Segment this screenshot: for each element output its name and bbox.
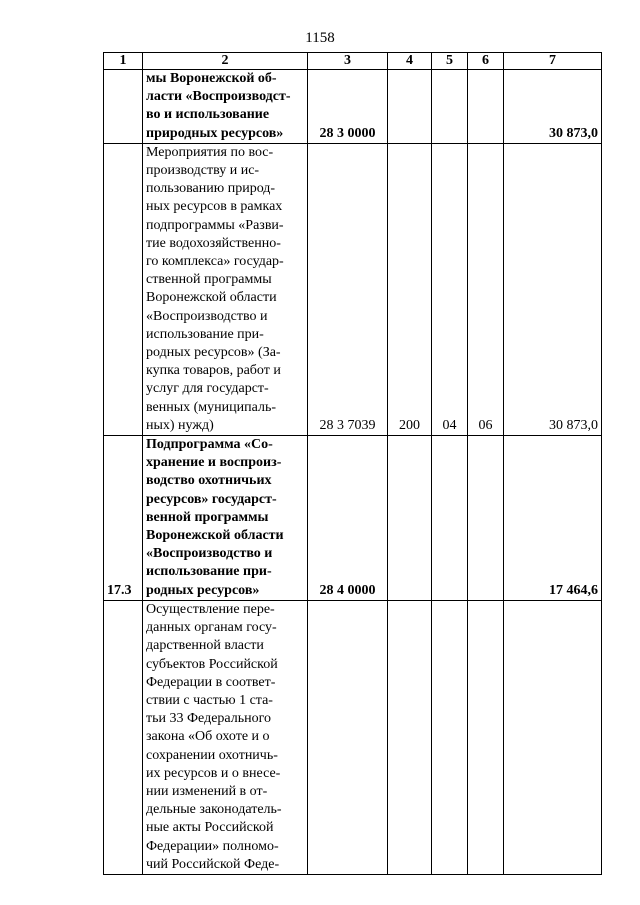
col4-cell xyxy=(388,600,432,874)
page-number: 1158 xyxy=(305,30,335,46)
col6-cell xyxy=(468,436,504,601)
description-line: Подпрограмма «Со- xyxy=(146,437,273,453)
header-cell: 5 xyxy=(432,53,468,70)
table-row xyxy=(104,436,602,601)
code-cell: 28 4 0000 xyxy=(308,436,388,601)
description-line: ласти «Воспроизводст- xyxy=(146,89,291,105)
description-cell xyxy=(143,436,308,601)
description-line: родных ресурсов» (За- xyxy=(146,345,281,361)
description-line: купка товаров, работ и xyxy=(146,363,281,379)
col5-cell xyxy=(432,436,468,601)
table-row xyxy=(104,143,602,435)
description-line: закона «Об охоте и о xyxy=(146,729,270,745)
description-line: субъектов Российской xyxy=(146,656,278,672)
description-line: Воронежской области xyxy=(146,528,284,544)
description-line: чий Российской Феде- xyxy=(146,856,280,872)
description-cell xyxy=(143,70,308,144)
header-cell: 1 xyxy=(104,53,143,70)
description-line: тьи 33 Федерального xyxy=(146,711,272,727)
description-line: использование при- xyxy=(146,326,264,342)
description-line: Мероприятия по вос- xyxy=(146,144,274,160)
col4-cell: 200 xyxy=(388,143,432,435)
header-cell: 2 xyxy=(143,53,308,70)
table-row xyxy=(104,70,602,144)
amount-cell: 30 873,0 xyxy=(504,143,602,435)
code-cell: 28 3 7039 xyxy=(308,143,388,435)
description-line: хранение и воспроиз- xyxy=(146,455,282,471)
col4-cell xyxy=(388,436,432,601)
col6-cell xyxy=(468,70,504,144)
description-line: «Воспроизводство и xyxy=(146,546,273,562)
table-row xyxy=(104,600,602,874)
description-line: «Воспроизводство и xyxy=(146,308,268,324)
description-line: венных (муниципаль- xyxy=(146,399,276,415)
description-line: ственной программы xyxy=(146,272,272,288)
description-line: Федерации» полномо- xyxy=(146,838,279,854)
col6-cell xyxy=(468,600,504,874)
description-line: мы Воронежской об- xyxy=(146,71,277,86)
description-line: во и использование xyxy=(146,107,270,123)
col5-cell xyxy=(432,600,468,874)
description-line: подпрограммы «Разви- xyxy=(146,217,284,233)
row-number-cell xyxy=(104,600,143,874)
description-line: пользованию природ- xyxy=(146,181,276,197)
amount-cell xyxy=(504,600,602,874)
description-line: Осуществление пере- xyxy=(146,601,275,617)
col4-cell xyxy=(388,70,432,144)
header-row xyxy=(104,53,602,70)
row-number-cell: 17.3 xyxy=(104,436,143,601)
header-cell: 4 xyxy=(388,53,432,70)
description-line: Воронежской области xyxy=(146,290,277,306)
description-line: производству и ис- xyxy=(146,163,260,179)
row-number-cell xyxy=(104,70,143,144)
description-line: услуг для государст- xyxy=(146,381,269,397)
description-line: го комплекса» государ- xyxy=(146,254,284,270)
description-line: ные акты Российской xyxy=(146,820,274,836)
header-cell: 6 xyxy=(468,53,504,70)
description-line: ствии с частью 1 ста- xyxy=(146,692,273,708)
budget-table xyxy=(103,52,602,875)
description-line: ресурсов» государст- xyxy=(146,491,277,507)
code-cell xyxy=(308,600,388,874)
amount-cell: 30 873,0 xyxy=(504,70,602,144)
col5-cell xyxy=(432,70,468,144)
description-line: дарственной власти xyxy=(146,638,264,654)
header-cell: 3 xyxy=(308,53,388,70)
description-cell xyxy=(143,143,308,435)
row-number-cell xyxy=(104,143,143,435)
description-line: родных ресурсов» xyxy=(146,582,260,598)
description-line: использование при- xyxy=(146,564,272,580)
description-line: данных органам госу- xyxy=(146,620,277,636)
code-cell: 28 3 0000 xyxy=(308,70,388,144)
header-cell: 7 xyxy=(504,53,602,70)
col5-cell: 04 xyxy=(432,143,468,435)
description-line: дельные законодатель- xyxy=(146,802,282,818)
description-cell xyxy=(143,600,308,874)
description-line: венной программы xyxy=(146,509,269,525)
amount-cell: 17 464,6 xyxy=(504,436,602,601)
description-line: ных ресурсов в рамках xyxy=(146,199,283,215)
description-line: тие водохозяйственно- xyxy=(146,235,281,251)
description-line: ных) нужд) xyxy=(146,417,214,433)
description-line: их ресурсов и о внесе- xyxy=(146,765,281,781)
description-line: Федерации в соответ- xyxy=(146,674,276,690)
description-line: сохранении охотничь- xyxy=(146,747,278,763)
col6-cell: 06 xyxy=(468,143,504,435)
description-line: природных ресурсов» xyxy=(146,125,284,141)
description-line: нии изменений в от- xyxy=(146,783,268,799)
description-line: водство охотничьих xyxy=(146,473,272,489)
